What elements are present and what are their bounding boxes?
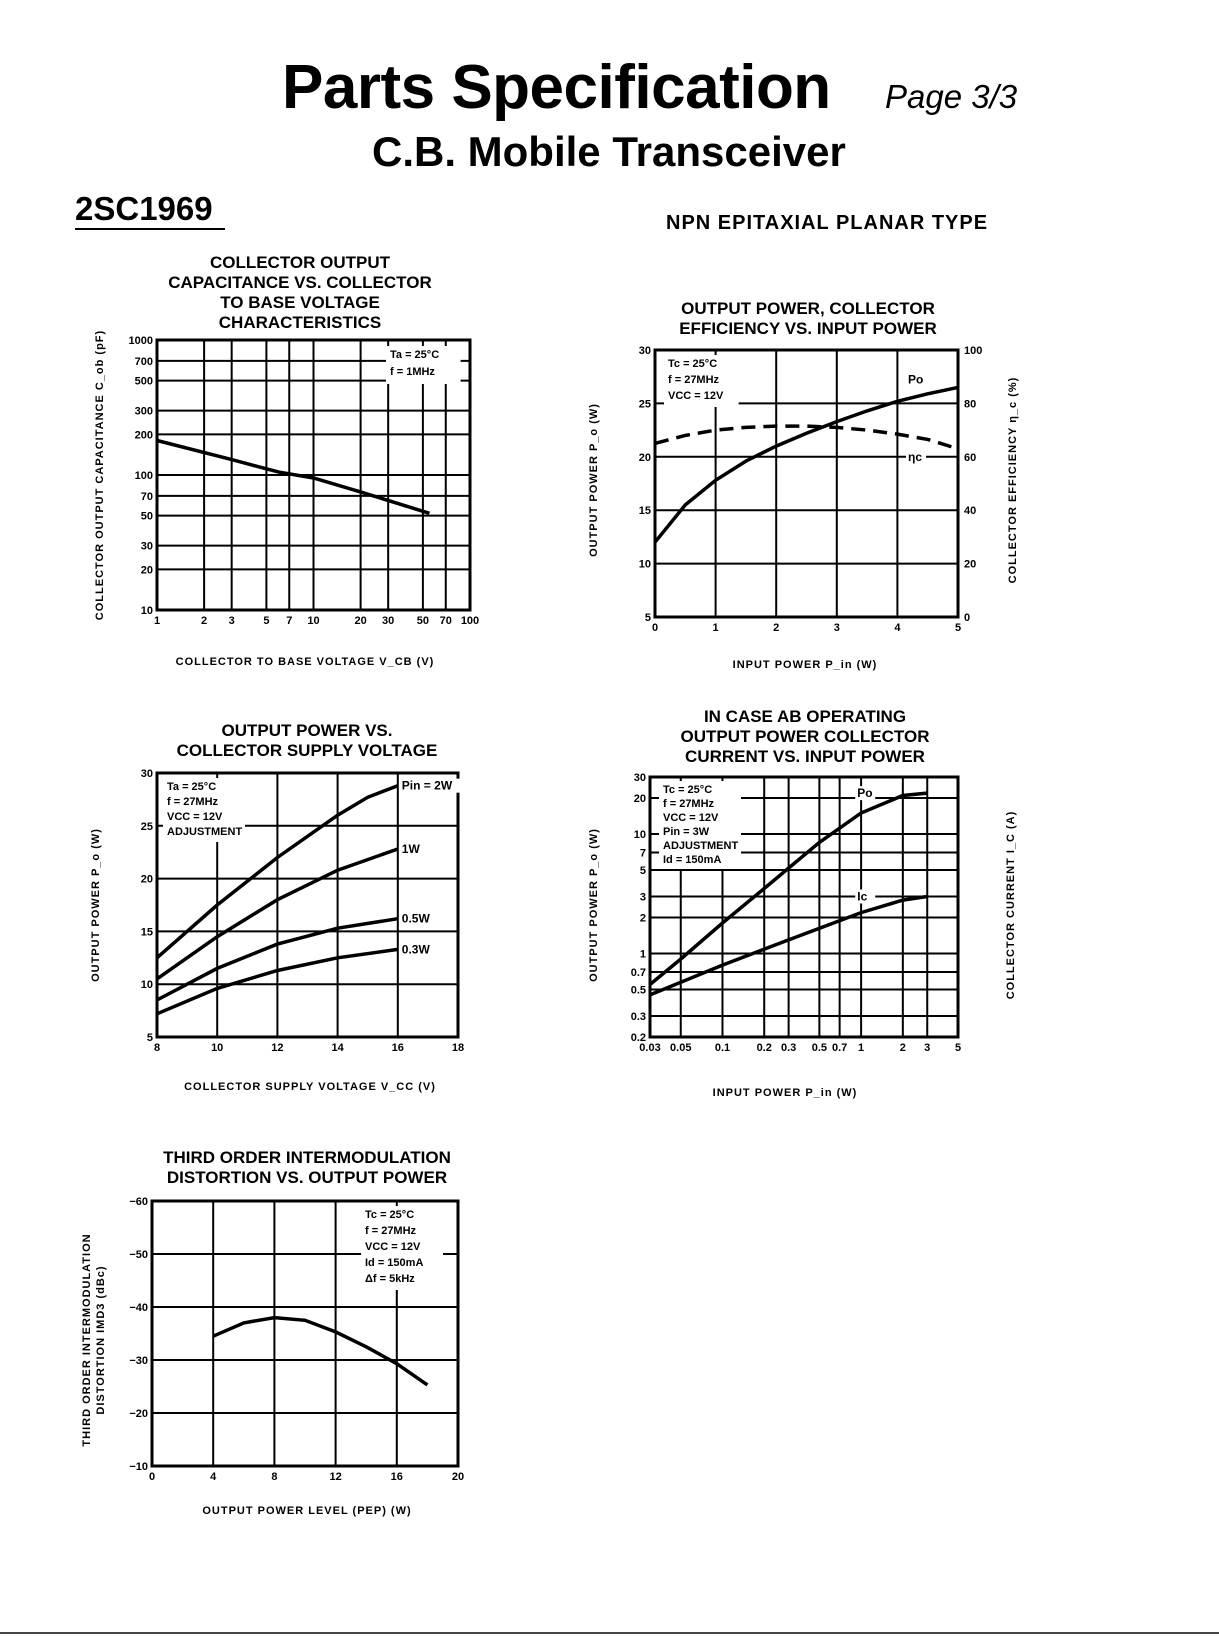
condition-text: VCC = 12V (167, 811, 223, 823)
condition-text: VCC = 12V (365, 1241, 421, 1253)
series-label: ηc (908, 449, 923, 464)
x-tick-label: 16 (391, 1042, 404, 1054)
y-right-tick-label: 20 (964, 558, 977, 571)
x-tick-label: 100 (460, 615, 480, 627)
page-subtitle: C.B. Mobile Transceiver (372, 128, 846, 175)
x-tick-label: 0.7 (831, 1042, 848, 1054)
y-axis-label: THIRD ORDER INTERMODULATION (81, 1233, 93, 1447)
chart-vcc (90, 721, 468, 1093)
chart-title-line: COLLECTOR SUPPLY VOLTAGE (176, 741, 438, 760)
y-tick-label: 30 (633, 772, 646, 784)
x-tick-label: 50 (416, 615, 430, 627)
x-tick-label: 0.1 (714, 1042, 731, 1054)
x-tick-label: 4 (894, 622, 901, 634)
x-tick-label: 20 (451, 1471, 465, 1483)
y-tick-label: 25 (140, 820, 153, 833)
y-tick-label: 1 (639, 948, 646, 961)
transistor-type: NPN EPITAXIAL PLANAR TYPE (666, 212, 989, 234)
x-tick-label: 18 (451, 1042, 465, 1054)
bottom-rule (0, 1632, 1219, 1634)
x-tick-label: 5 (954, 622, 962, 634)
y-tick-label: 25 (638, 398, 651, 411)
chart-title-line: CHARACTERISTICS (218, 313, 382, 332)
y-tick-label: 2 (639, 912, 646, 925)
chart-ab (588, 707, 1017, 1099)
chart-title-line: OUTPUT POWER COLLECTOR (680, 727, 930, 746)
series-label: Ic (857, 889, 868, 904)
y-tick-label: 5 (644, 612, 651, 624)
x-tick-label: 1 (858, 1042, 865, 1054)
x-tick-label: 2 (899, 1042, 906, 1054)
y-tick-label: −20 (129, 1408, 148, 1420)
conditions-box (386, 346, 461, 384)
x-tick-label: 7 (286, 615, 293, 627)
y-right-axis-label: COLLECTOR CURRENT I_C (A) (1005, 810, 1017, 1000)
y-tick-label: −40 (129, 1302, 148, 1314)
y-tick-label: 50 (140, 510, 153, 523)
x-tick-label: 0.03 (639, 1042, 661, 1054)
y-axis-label: OUTPUT POWER P_o (W) (588, 828, 600, 982)
y-right-tick-label: 40 (964, 505, 977, 518)
conditions-box (163, 778, 245, 842)
y-right-tick-label: 60 (964, 451, 977, 464)
condition-text: f = 27MHz (663, 798, 715, 810)
y-tick-label: 15 (638, 505, 651, 518)
x-tick-label: 12 (329, 1471, 342, 1483)
condition-text: ADJUSTMENT (167, 826, 243, 838)
y-tick-label: 30 (140, 540, 153, 553)
x-tick-label: 3 (228, 615, 235, 627)
condition-text: Id = 150mA (365, 1257, 424, 1269)
y-tick-label: 200 (134, 429, 153, 442)
part-number: 2SC1969 (75, 190, 213, 227)
series-label: 1W (401, 842, 420, 857)
y-tick-label: 20 (633, 793, 646, 806)
y-tick-label: 10 (140, 605, 153, 617)
x-tick-label: 0.3 (780, 1042, 797, 1054)
x-tick-label: 2 (773, 622, 780, 634)
x-tick-label: 1 (153, 615, 161, 627)
y-tick-label: 10 (638, 558, 651, 571)
y-tick-label: 0.5 (630, 984, 646, 997)
x-tick-label: 0 (148, 1471, 156, 1483)
chart-title-line: EFFICIENCY VS. INPUT POWER (679, 319, 937, 338)
x-tick-label: 5 (954, 1042, 962, 1054)
x-tick-label: 3 (924, 1042, 931, 1054)
chart-title-line: DISTORTION VS. OUTPUT POWER (166, 1168, 448, 1187)
y-tick-label: 30 (140, 768, 153, 780)
x-tick-label: 16 (390, 1471, 403, 1483)
chart-title-line: THIRD ORDER INTERMODULATION (163, 1148, 451, 1167)
condition-text: Tc = 25°C (668, 358, 718, 370)
chart-title-line: CAPACITANCE VS. COLLECTOR (168, 273, 432, 292)
series-line-0 (655, 387, 958, 542)
x-axis-label: OUTPUT POWER LEVEL (PEP) (W) (202, 1505, 412, 1517)
condition-text: f = 1MHz (390, 366, 435, 378)
y-tick-label: 700 (134, 355, 153, 368)
y-tick-label: 7 (639, 847, 646, 860)
series-label: Pin = 2W (401, 778, 453, 793)
conditions-box (664, 355, 739, 407)
condition-text: Tc = 25°C (663, 784, 713, 796)
y-tick-label: 5 (639, 864, 646, 877)
x-tick-label: 20 (354, 615, 367, 627)
series-line-0 (213, 1318, 427, 1385)
x-tick-label: 0.5 (811, 1042, 828, 1054)
series-label: 0.5W (401, 911, 430, 926)
x-axis-label: COLLECTOR SUPPLY VOLTAGE V_CC (V) (184, 1081, 436, 1093)
y-right-tick-label: 100 (964, 345, 983, 357)
chart-title-line: TO BASE VOLTAGE (220, 293, 380, 312)
y-axis-label: OUTPUT POWER P_o (W) (90, 828, 102, 982)
page-title: Parts Specification (282, 53, 831, 122)
y-right-tick-label: 80 (964, 398, 977, 411)
series-label: Po (908, 372, 924, 387)
x-tick-label: 0.2 (756, 1042, 772, 1054)
y-tick-label: 70 (140, 490, 153, 503)
y-right-tick-label: 0 (964, 612, 971, 624)
x-tick-label: 8 (271, 1471, 278, 1483)
y-tick-label: 10 (140, 979, 153, 992)
x-tick-label: 5 (263, 615, 270, 627)
y-tick-label: 5 (146, 1032, 153, 1044)
x-tick-label: 2 (201, 615, 208, 627)
y-tick-label: 20 (638, 451, 651, 464)
y-tick-label: 300 (134, 405, 153, 418)
y-tick-label: −50 (129, 1249, 148, 1261)
x-tick-label: 10 (307, 615, 320, 627)
chart-imd (81, 1148, 464, 1517)
x-axis-label: INPUT POWER P_in (W) (712, 1087, 858, 1099)
chart-title-line: COLLECTOR OUTPUT (209, 253, 391, 272)
y-tick-label: 20 (140, 564, 153, 577)
x-axis-label: INPUT POWER P_in (W) (732, 659, 878, 671)
y-tick-label: −10 (129, 1461, 148, 1473)
y-tick-label: −60 (129, 1196, 148, 1208)
y-tick-label: 500 (134, 375, 153, 388)
x-tick-label: 1 (712, 622, 719, 634)
series-label: 0.3W (401, 942, 430, 957)
y-axis-label: DISTORTION IMD3 (dBc) (95, 1265, 107, 1415)
conditions-box (361, 1206, 443, 1290)
condition-text: VCC = 12V (668, 390, 724, 402)
x-tick-label: 14 (331, 1042, 344, 1054)
x-tick-label: 70 (439, 615, 452, 627)
y-tick-label: 20 (140, 873, 153, 886)
chart-title-line: CURRENT VS. INPUT POWER (685, 747, 925, 766)
chart-title-line: IN CASE AB OPERATING (703, 707, 907, 726)
condition-text: f = 27MHz (668, 374, 720, 386)
series-line-1 (655, 426, 958, 449)
condition-text: Pin = 3W (663, 826, 710, 838)
x-tick-label: 8 (153, 1042, 161, 1054)
condition-text: Tc = 25°C (365, 1209, 415, 1221)
x-tick-label: 10 (211, 1042, 224, 1054)
condition-text: Ta = 25°C (167, 781, 217, 793)
condition-text: VCC = 12V (663, 812, 719, 824)
chart-title-line: OUTPUT POWER, COLLECTOR (681, 299, 935, 318)
y-tick-label: 1000 (128, 335, 153, 347)
x-tick-label: 0 (651, 622, 659, 634)
condition-text: Id = 150mA (663, 854, 722, 866)
page-number: Page 3/3 (885, 78, 1018, 115)
x-tick-label: 0.05 (670, 1042, 692, 1054)
chart-title-line: OUTPUT POWER VS. (221, 721, 393, 740)
y-axis-label: OUTPUT POWER P_o (W) (588, 403, 600, 557)
series-label: Po (857, 786, 873, 801)
chart-pin (588, 299, 1019, 671)
y-tick-label: −30 (129, 1355, 148, 1367)
condition-text: f = 27MHz (365, 1225, 417, 1237)
x-tick-label: 12 (271, 1042, 284, 1054)
x-tick-label: 30 (382, 615, 395, 627)
x-tick-label: 4 (210, 1471, 217, 1483)
y-tick-label: 0.7 (630, 966, 646, 979)
y-tick-label: 100 (134, 470, 153, 482)
chart-cob (94, 253, 479, 668)
y-axis-label: COLLECTOR OUTPUT CAPACITANCE C_ob (pF) (94, 329, 106, 621)
x-tick-label: 3 (833, 622, 840, 634)
condition-text: Ta = 25°C (390, 349, 440, 361)
y-tick-label: 0.2 (630, 1032, 646, 1044)
y-tick-label: 30 (638, 345, 651, 357)
condition-text: Δf = 5kHz (365, 1273, 415, 1285)
y-tick-label: 0.3 (630, 1010, 646, 1023)
y-tick-label: 15 (140, 926, 153, 939)
x-axis-label: COLLECTOR TO BASE VOLTAGE V_CB (V) (175, 656, 435, 668)
y-tick-label: 10 (633, 829, 646, 842)
conditions-box (659, 781, 741, 869)
y-right-axis-label: COLLECTOR EFFICIENCY η_c (%) (1007, 376, 1019, 584)
y-tick-label: 3 (639, 891, 646, 904)
condition-text: ADJUSTMENT (663, 840, 739, 852)
condition-text: f = 27MHz (167, 796, 219, 808)
